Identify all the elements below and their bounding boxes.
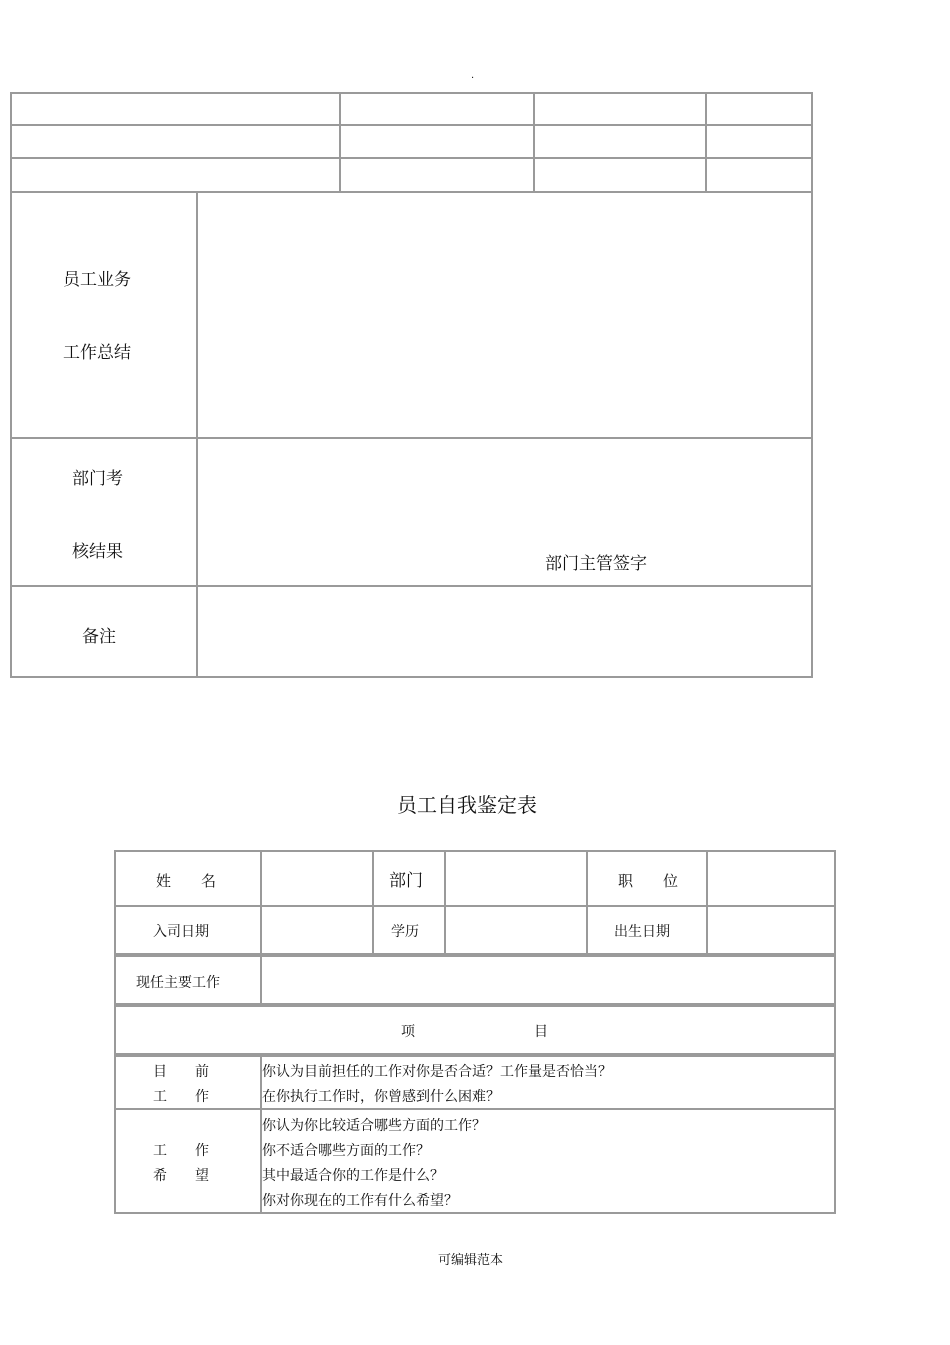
items-header-2: 目 bbox=[534, 1024, 548, 1040]
name-label: 姓 名 bbox=[156, 872, 217, 890]
summary-content-cell bbox=[196, 191, 813, 439]
remarks-label: 备注 bbox=[82, 627, 116, 647]
position-label: 职 位 bbox=[618, 872, 679, 890]
items-header-cell bbox=[114, 1005, 836, 1055]
table-cell bbox=[10, 92, 341, 126]
table-cell bbox=[10, 124, 341, 159]
table-cell bbox=[339, 124, 535, 159]
summary-label-line2: 工作总结 bbox=[63, 343, 131, 363]
current-job-question-2: 在你执行工作时，你曾感到什么困难？ bbox=[262, 1089, 500, 1105]
position-value-cell[interactable] bbox=[706, 850, 836, 907]
items-header-1: 项 bbox=[401, 1024, 415, 1040]
current-job-label-2: 工 作 bbox=[153, 1089, 209, 1105]
table-cell bbox=[533, 124, 707, 159]
table-cell bbox=[339, 92, 535, 126]
current-work-value-cell[interactable] bbox=[260, 955, 836, 1005]
current-job-question-1: 你认为目前担任的工作对你是否合适？工作量是否恰当？ bbox=[262, 1064, 612, 1080]
summary-label-line1: 员工业务 bbox=[63, 270, 131, 290]
current-work-label: 现任主要工作 bbox=[136, 975, 220, 991]
table-cell bbox=[10, 157, 341, 193]
birth-date-label: 出生日期 bbox=[614, 924, 670, 940]
form-title: 员工自我鉴定表 bbox=[397, 793, 537, 817]
hope-question-1: 你认为你比较适合哪些方面的工作？ bbox=[262, 1118, 486, 1134]
footer-label: 可编辑范本 bbox=[438, 1253, 504, 1268]
education-value-cell[interactable] bbox=[444, 905, 588, 955]
remarks-content-cell bbox=[196, 585, 813, 678]
table-cell bbox=[533, 157, 707, 193]
dept-label-cell bbox=[10, 437, 198, 587]
join-date-label: 入司日期 bbox=[153, 924, 209, 940]
summary-label-cell bbox=[10, 191, 198, 439]
dept-content-cell bbox=[196, 437, 813, 587]
supervisor-sign-label: 部门主管签字 bbox=[545, 554, 647, 574]
dept-label: 部门 bbox=[389, 871, 423, 891]
table-cell bbox=[705, 157, 813, 193]
name-value-cell[interactable] bbox=[260, 850, 374, 907]
dept-label-line2: 核结果 bbox=[72, 542, 123, 562]
hope-question-3: 其中最适合你的工作是什么？ bbox=[262, 1168, 444, 1184]
dept-label-line1: 部门考 bbox=[72, 469, 123, 489]
hope-label-1: 工 作 bbox=[153, 1143, 209, 1159]
education-label: 学历 bbox=[391, 924, 419, 940]
hope-question-2: 你不适合哪些方面的工作？ bbox=[262, 1143, 430, 1159]
table-cell bbox=[533, 92, 707, 126]
header-mark: . bbox=[471, 70, 475, 81]
hope-label-2: 希 望 bbox=[153, 1168, 209, 1184]
table-cell bbox=[705, 92, 813, 126]
table-cell bbox=[339, 157, 535, 193]
birth-date-value-cell[interactable] bbox=[706, 905, 836, 955]
table-cell bbox=[705, 124, 813, 159]
dept-value-cell[interactable] bbox=[444, 850, 588, 907]
hope-label-cell bbox=[114, 1108, 262, 1214]
current-job-label-1: 目 前 bbox=[153, 1064, 209, 1080]
join-date-value-cell[interactable] bbox=[260, 905, 374, 955]
hope-question-4: 你对你现在的工作有什么希望？ bbox=[262, 1193, 458, 1209]
